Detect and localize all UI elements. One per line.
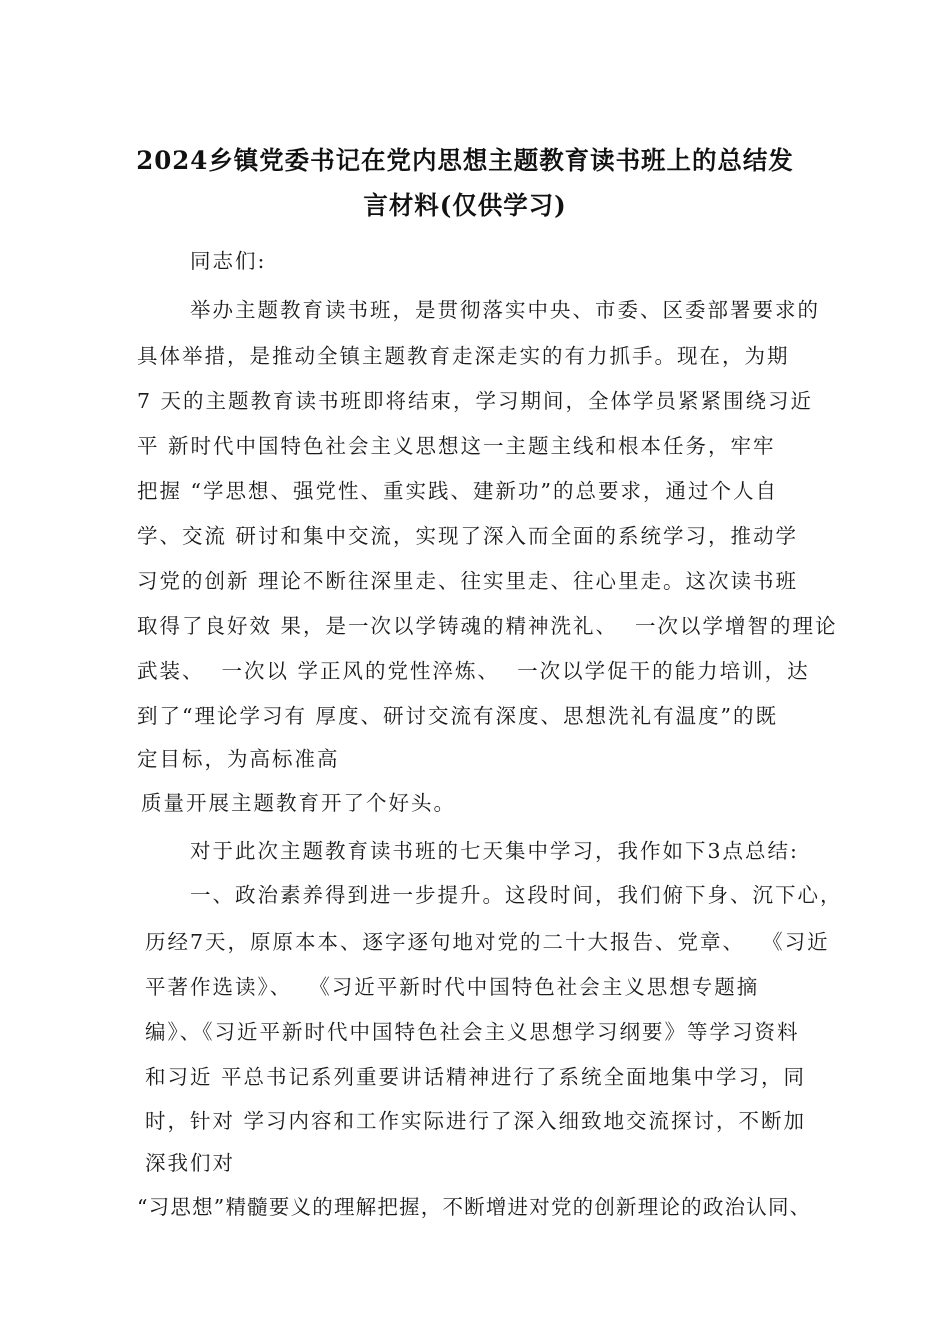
paragraph-line: 武装、 一次以 学正风的党性淬炼、 一次以学促干的能力培训，达 [137,659,810,683]
paragraph-line: “习思想”精髓要义的理解把握，不断增进对党的创新理论的政治认同、 [137,1195,812,1219]
paragraph-line: 到了“理论学习有 厚度、研讨交流有深度、思想洗礼有温度”的既 [137,704,778,728]
salutation: 同志们: [190,249,267,273]
paragraph-line: 具体举措，是推动全镇主题教育走深走实的有力抓手。现在，为期 [137,344,790,368]
paragraph-line: 举办主题教育读书班，是贯彻落实中央、市委、区委部署要求的 [190,298,820,322]
paragraph-line: 定目标，为高标准高 [137,747,340,771]
paragraph-line: 深我们对 [145,1151,235,1175]
section-heading-line: 一、政治素养得到进一步提升。这段时间，我们俯下身、沉下心， [190,883,843,907]
paragraph-line: 习党的创新 理论不断往深里走、往实里走、往心里走。这次读书班 [137,569,799,593]
paragraph-line: 学、交流 研讨和集中交流，实现了深入而全面的系统学习，推动学 [137,524,799,548]
paragraph-line: 和习近 平总书记系列重要讲话精神进行了系统全面地集中学习，同 [145,1065,807,1089]
paragraph-line: 编》、《习近平新时代中国特色社会主义思想学习纲要》等学习资料 [145,1020,800,1044]
paragraph-line: 对于此次主题教育读书班的七天集中学习，我作如下3点总结: [190,839,799,863]
paragraph-line: 把握 “学思想、强党性、重实践、建新功”的总要求，通过个人自 [137,479,778,503]
paragraph-line: 平著作选读》、 《习近平新时代中国特色社会主义思想专题摘 [145,975,760,999]
document-title-line-2: 言材料(仅供学习) [363,191,567,220]
paragraph-line: 质量开展主题教育开了个好头。 [141,791,456,815]
document-title-line-1: 2024乡镇党委书记在党内思想主题教育读书班上的总结发 [136,146,794,175]
paragraph-line: 历经7天，原原本本、逐字逐句地对党的二十大报告、党章、 《习近 [145,930,830,954]
paragraph-line: 7 天的主题教育读书班即将结束，学习期间，全体学员紧紧围绕习近 [137,389,814,413]
paragraph-line: 时，针对 学习内容和工作实际进行了深入细致地交流探讨，不断加 [145,1109,807,1133]
paragraph-line: 平 新时代中国特色社会主义思想这一主题主线和根本任务，牢牢 [137,434,776,458]
paragraph-line: 取得了良好效 果，是一次以学铸魂的精神洗礼、 一次以学增智的理论 [137,614,838,638]
